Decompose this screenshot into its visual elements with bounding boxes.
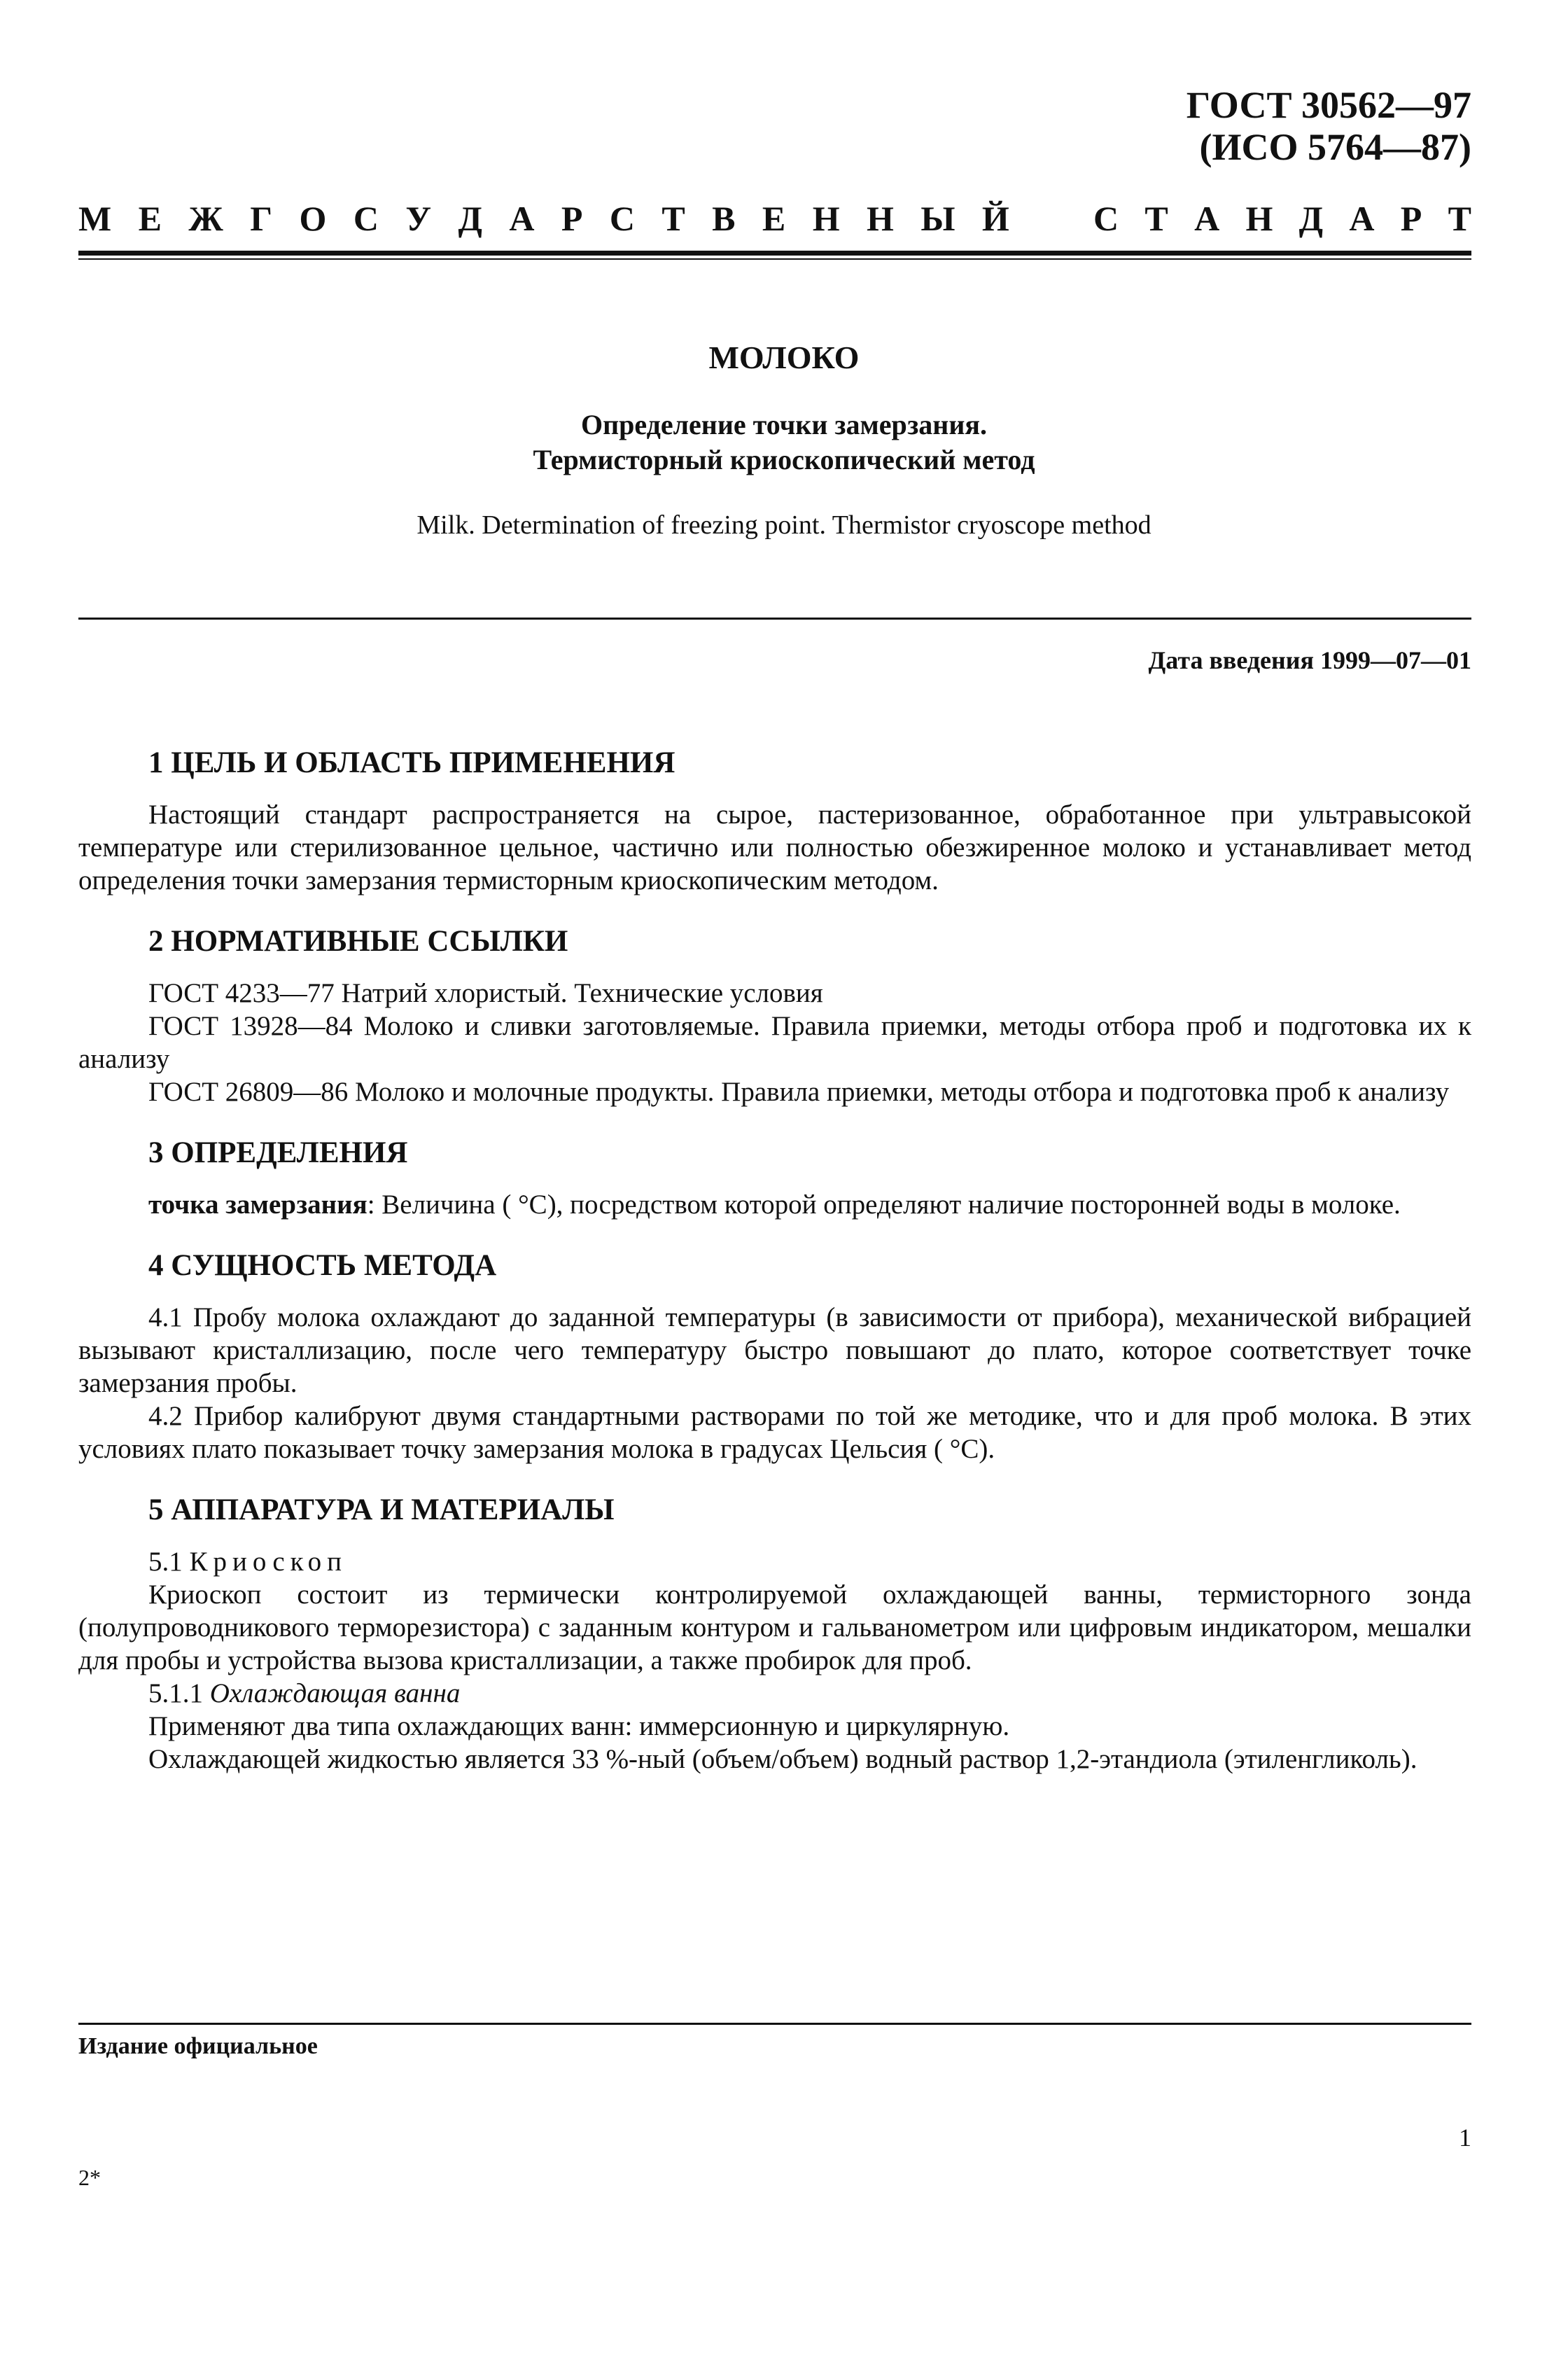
definition — [78, 1188, 1471, 1221]
banner-letter: Р — [561, 199, 583, 238]
banner-letter: М — [78, 199, 112, 238]
banner-letter: У — [405, 199, 432, 238]
banner-letter: Р — [1400, 199, 1422, 238]
edition-label: Издание официальное — [78, 2033, 318, 2059]
banner-letter: Т — [1144, 199, 1168, 238]
banner-letter: Й — [981, 199, 1009, 238]
banner-letter: С — [1093, 199, 1119, 238]
section-4 — [78, 1246, 1471, 1465]
reference-item: ГОСТ 26809—86 Молоко и молочные продукты. Правила приемки, методы отбора и подготовка проб к анализу — [148, 1077, 1450, 1107]
subsection-name: Охлаждающая ванна — [209, 1678, 461, 1708]
banner-word-standard — [1093, 197, 1471, 239]
paragraph: Настоящий стандарт распространяется на сырое, пастеризованное, обработанное при ультравысокой температуре или стерилизованное цельное, частично или полностью обезжиренное молоко и устанавливает метод определения точки замерзания термисторным криоскопическим методом. — [78, 800, 1471, 895]
section-heading: 2 НОРМАТИВНЫЕ ССЫЛКИ — [148, 925, 568, 958]
subsection-name: Криоскоп — [189, 1547, 348, 1577]
document-body — [78, 744, 1471, 1801]
banner-letter: Е — [762, 199, 786, 238]
interstate-standard-banner — [78, 197, 1471, 239]
definition-text: : Величина ( °С), посредством которой определяют наличие посторонней воды в молоке. — [367, 1190, 1401, 1220]
document-subtitle — [0, 407, 1568, 478]
reference-item: ГОСТ 4233—77 Натрий хлористый. Технические условия — [148, 978, 823, 1008]
paragraph: Охлаждающей жидкостью является 33 %-ный (объем/объем) водный раствор 1,2-этандиола (этиленгликоль). — [148, 1744, 1418, 1774]
section-heading: 4 СУЩНОСТЬ МЕТОДА — [148, 1249, 497, 1282]
introduction-date: Дата введения 1999—07—01 — [1148, 646, 1471, 674]
subtitle-line-2: Термисторный криоскопический метод — [533, 444, 1035, 475]
banner-letter: Д — [458, 199, 482, 238]
gost-number: ГОСТ 30562—97 — [1186, 84, 1471, 126]
defined-term: точка замерзания — [148, 1190, 368, 1220]
reference-item: ГОСТ 13928—84 Молоко и сливки заготовляемые. Правила приемки, методы отбора проб и подготовка их к анализу — [78, 1011, 1471, 1074]
banner-letter: А — [1194, 199, 1220, 238]
banner-letter: О — [299, 199, 327, 238]
sheet-mark: 2* — [78, 2165, 101, 2190]
banner-word-interstate — [78, 197, 1009, 239]
banner-letter: Н — [1245, 199, 1273, 238]
subsection-number: 5.1.1 — [148, 1678, 210, 1708]
paragraph: Применяют два типа охлаждающих ванн: иммерсионную и циркулярную. — [148, 1711, 1010, 1741]
iso-number: (ИСО 5764—87) — [1199, 126, 1471, 168]
subsection-title — [78, 1545, 1471, 1578]
banner-letter: Н — [812, 199, 840, 238]
banner-letter: Ы — [920, 199, 955, 238]
standard-designation — [1186, 84, 1471, 168]
subsection-title — [78, 1677, 1471, 1710]
banner-letter: Д — [1298, 199, 1324, 238]
section-heading: 3 ОПРЕДЕЛЕНИЯ — [148, 1136, 408, 1169]
banner-letter: Н — [867, 199, 894, 238]
section-heading: 5 АППАРАТУРА И МАТЕРИАЛЫ — [148, 1493, 615, 1526]
document-title: МОЛОКО — [708, 340, 860, 375]
banner-letter: С — [609, 199, 635, 238]
banner-letter: С — [353, 199, 379, 238]
header-rule-thin — [78, 258, 1471, 260]
footer-rule — [78, 2023, 1471, 2025]
section-3 — [78, 1134, 1471, 1221]
paragraph: 4.2 Прибор калибруют двумя стандартными растворами по той же методике, что и для проб молока. В этих условиях плато показывает точку замерзания молока в градусах Цельсия ( °С). — [78, 1401, 1471, 1464]
english-title: Milk. Determination of freezing point. Thermistor cryoscope method — [416, 510, 1152, 540]
banner-letter: А — [509, 199, 535, 238]
subtitle-line-1: Определение точки замерзания. — [580, 409, 988, 440]
banner-letter: Ж — [188, 199, 223, 238]
banner-letter: Е — [138, 199, 162, 238]
section-heading: 1 ЦЕЛЬ И ОБЛАСТЬ ПРИМЕНЕНИЯ — [148, 746, 676, 779]
section-1 — [78, 744, 1471, 897]
section-2 — [78, 922, 1471, 1108]
title-divider — [78, 618, 1471, 620]
banner-letter: Г — [250, 199, 273, 238]
banner-letter: В — [712, 199, 736, 238]
paragraph: 4.1 Пробу молока охлаждают до заданной температуры (в зависимости от прибора), механической вибрацией вызывают кристаллизацию, после чего температуру быстро повышают до плато, которое соответствует точке замерзания пробы. — [78, 1302, 1471, 1398]
banner-letter: Т — [1448, 199, 1471, 238]
subsection-number: 5.1 — [148, 1547, 190, 1577]
paragraph: Криоскоп состоит из термически контролируемой охлаждающей ванны, термисторного зонда (полупроводникового терморезистора) с заданным контуром и гальванометром или цифровым индикатором, мешалки для пробы и устройства вызова кристаллизации, а также пробирок для проб. — [78, 1580, 1471, 1675]
banner-letter: Т — [662, 199, 685, 238]
header-rule-thick — [78, 251, 1471, 256]
page-number: 1 — [1459, 2124, 1471, 2152]
banner-letter: А — [1349, 199, 1375, 238]
section-5 — [78, 1491, 1471, 1776]
